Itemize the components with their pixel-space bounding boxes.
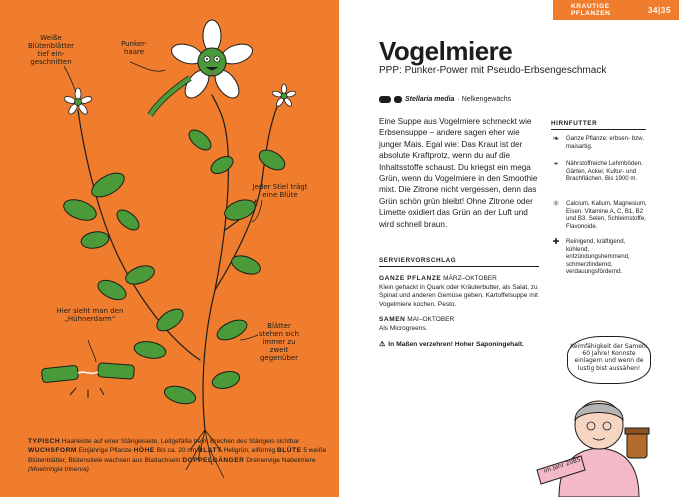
leaf	[61, 196, 99, 225]
glasses-icon	[379, 96, 391, 103]
caption-chicken-gut: Hier sieht man den „Hühnerdarm“	[56, 307, 124, 323]
page-subtitle: PPP: Punker-Power mit Pseudo-Erbsengeschmack	[379, 65, 607, 76]
caption-leaves: Blätter stehen sich immer zu zweit gegenüber	[259, 322, 299, 362]
flower-right	[271, 84, 296, 108]
section-label: KRAUTIGE PFLANZEN	[571, 3, 611, 17]
page-title: Vogelmiere	[379, 36, 513, 66]
warning-note: ⚠ In Maßen verzehren! Hoher Saponingehalt.	[379, 341, 524, 348]
leaf	[214, 316, 250, 344]
leaf	[123, 262, 157, 287]
leaf	[88, 168, 128, 202]
leaf	[80, 230, 110, 251]
leaf	[95, 276, 129, 303]
leaf	[210, 369, 241, 392]
stem-cross-section	[41, 363, 134, 398]
leaf	[114, 206, 143, 233]
serving-divider	[379, 266, 539, 267]
caption-white-petals: Weiße Blütenblätter tief ein- geschnitten	[27, 34, 75, 66]
location-icon: ⌖	[553, 159, 559, 168]
body-text: Eine Suppe aus Vogelmiere schmeckt wie Erbsensuppe – andere sagen eher wie junger Mais. Egal wie: Das Kraut ist der absolute Kraftprotz, wenn du auf die Inhaltsstoffe schaust. Du kriegst ein mega Grün, wenn du Vogelmiere in den Smoothie mixt. Die Zitrone nicht vergessen, denn das Grün schön grün bleibt! Ohne Zitrone oder Limette oxidiert das Grün an der Luft und wird schnell braun.	[379, 117, 538, 229]
hirnfutter-item: ⚛ Calcium, Kalium, Magnesium, Eisen. Vitamine A, C, B1, B2 und B3. Selen, Schleimstoffe, Flavonoide.	[552, 199, 647, 230]
right-page	[339, 0, 679, 497]
caption-stem: Jeder Stiel trägt eine Blüte	[252, 183, 308, 199]
cross-icon: ✚	[552, 237, 560, 246]
serving-item: SAMEN MAI–OKTOBER Als Microgreens.	[379, 316, 455, 332]
hirnfutter-item: ✚ Reinigend, kräftigend, kühlend, entzündungshemmend, schmerzlindernd, verdauungsfördernd.	[552, 237, 630, 276]
page-numbers: 34|35	[647, 5, 671, 15]
latin-name: Stellaria media	[405, 96, 455, 103]
granny-illustration	[519, 370, 679, 497]
serving-heading: SERVIERVORSCHLAG	[379, 257, 457, 264]
hirnfutter-heading: HIRNFUTTER	[551, 120, 598, 127]
book-icon	[394, 96, 402, 103]
hirnfutter-divider	[551, 129, 646, 130]
hirnfutter-item: ⌖ Nährstoffreiche Lehmböden. Gärten, Acker, Kultur- und Brachflächen. Bis 1900 m.	[551, 160, 649, 183]
leaf	[162, 383, 197, 407]
leaf	[256, 146, 288, 174]
leaf	[186, 126, 215, 153]
punk-flower	[169, 20, 255, 102]
serving-item: GANZE PFLANZE MÄRZ–OKTOBER Klein gehackt in Quark oder Kräuterbutter, als Salat, zu Spinat und anderen Gemüse geben. Kartoffelsuppe mit Vogelmiere kochen. Pesto.	[379, 275, 538, 308]
plant-facts: TYPISCH Haarleiste auf einer Stängelseite, Leitgefäße beim Brechen des Stängels sichtbar WUCHSFORM Einjährige Pflanze HÖHE Bis ca. 20 cm BLATT Hellgrün, eiförmig BLÜTE 5 weiße Blütenblätter, Blütenstiele wachsen aus Blattachseln DOPPELGÄNGER Dreinervige Nabelmiere (Moehringia trinerva)	[28, 438, 327, 474]
leaf	[133, 339, 167, 360]
year-banner: im Jahr 2085	[542, 456, 582, 475]
chickweed-illustration	[0, 0, 339, 497]
leaf	[208, 153, 236, 177]
caption-punk-hair: Punker- haare	[120, 40, 148, 56]
left-page	[0, 0, 339, 497]
hirnfutter-item: ❧ Ganze Pflanze: erbsen- bzw. maisartig.	[552, 134, 644, 150]
latin-name-line	[379, 96, 511, 103]
plant-family: · Nelkengewächs	[457, 96, 512, 103]
warning-icon: ⚠	[379, 341, 386, 348]
speech-bubble: Keimfähigkeit der Samen: 60 Jahre! Konnste einlagern und wenn de lustig bist aussähen!	[567, 336, 651, 384]
leaf-icon: ❧	[552, 134, 560, 143]
section-header	[553, 0, 679, 20]
molecule-icon: ⚛	[552, 199, 560, 208]
